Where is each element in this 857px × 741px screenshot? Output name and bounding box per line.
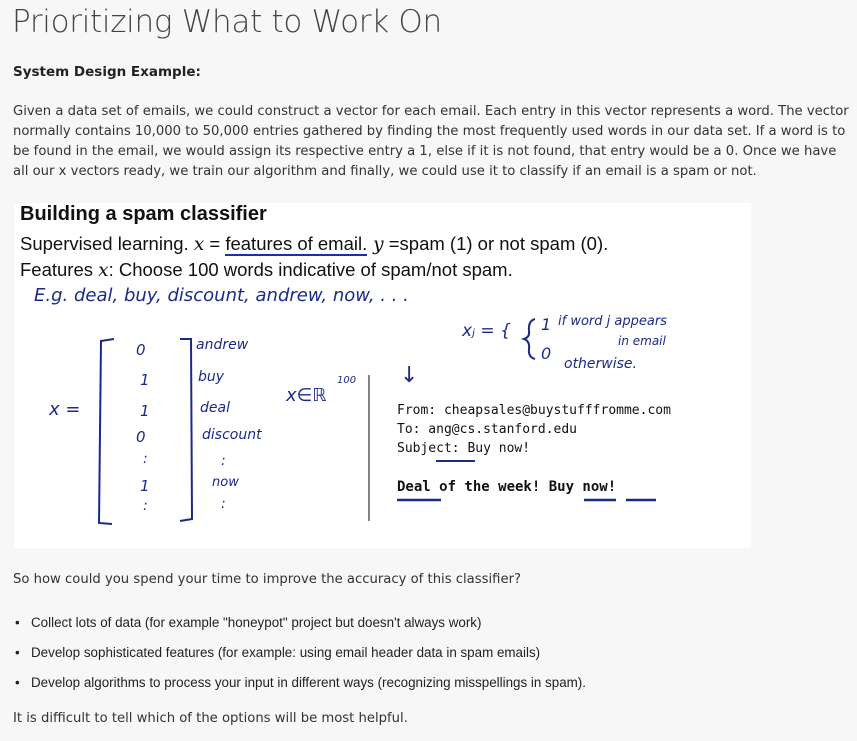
vector-word-1: andrew [196,337,249,353]
handwritten-example-words: E.g. deal, buy, discount, andrew, now, . . . [34,285,409,306]
vector-word-dots-1: : [221,453,226,469]
closing-text: It is difficult to tell which of the options will be most helpful. [13,711,408,726]
vector-word-2: buy [198,369,225,385]
case-one-text: if word j appears [558,314,667,329]
list-item: • Collect lots of data (for example "honeypot" project but doesn't always work) [13,611,586,641]
email-body: Deal of the week! Buy now! [397,479,617,495]
slide-line1-eq: = [204,233,226,254]
slide-line2-x: x [98,260,109,281]
email-from: From: cheapsales@buystufffromme.com [397,403,671,418]
email-subject: Subject: Buy now! [397,441,531,456]
vector-word-dots-2: : [221,496,226,512]
vector-value-5: 1 [140,477,150,495]
case-one-value: 1 [541,315,552,334]
vector-word-3: deal [200,400,230,416]
slide-line1-prefix: Supervised learning. [20,233,194,254]
case-zero-value: 0 [541,344,552,363]
spam-classifier-slide [14,203,751,548]
vector-value-dots-2: : [143,498,148,514]
vector-word-5: now [212,475,239,490]
xj-definition: xⱼ = { [462,321,511,341]
email-to: To: ang@cs.stanford.edu [397,422,578,437]
slide-line2-prefix: Features [20,259,99,280]
slide-line1-rest: =spam (1) or not spam (0). [383,233,609,254]
case-zero-text: otherwise. [564,356,637,372]
slide-line2-rest: : Choose 100 words indicative of spam/not spam. [108,259,513,280]
intro-paragraph: Given a data set of emails, we could construct a vector for each email. Each entry in this vector represents a word. The vector normally contains 10,000 to 50,000 entries gathered by finding the most frequently used words in our data set. If a word is to be found in the email, we would assign its respective entry a 1, else if it is not found, that entry would be a 0. Once we have all our x vectors ready, we train our algorithm and finally, we could use it to classify if an email is a spam or not. [13,104,849,179]
slide-title: Building a spam classifier [20,203,267,225]
vector-value-4: 0 [136,428,146,446]
case-one-text-2: in email [618,334,666,348]
options-list [13,611,586,701]
question-text: So how could you spend your time to improve the accuracy of this classifier? [13,572,522,587]
vector-brackets [14,203,751,548]
slide-line1-y: y [367,234,384,255]
vector-value-dots-1: : [143,451,148,467]
slide-line1-x: x [193,234,205,255]
arrow-icon: ↓ [400,363,419,388]
membership-superscript: 100 [337,375,357,386]
vector-value-3: 1 [140,402,150,420]
vector-value-1: 0 [136,341,146,359]
page-title: Prioritizing What to Work On [12,4,442,40]
list-item: • Develop sophisticated features (for example: using email header data in spam emails) [13,641,586,671]
membership-notation: x∈ℝ [286,385,327,406]
handwritten-x-label: x = [49,399,81,420]
vector-word-4: discount [202,427,262,443]
vector-value-2: 1 [140,371,150,389]
list-item: • Develop algorithms to process your input in different ways (recognizing misspellings in spam). [13,671,586,701]
slide-line1-features: features of email. [225,233,368,254]
section-subheading: System Design Example: [13,64,201,80]
